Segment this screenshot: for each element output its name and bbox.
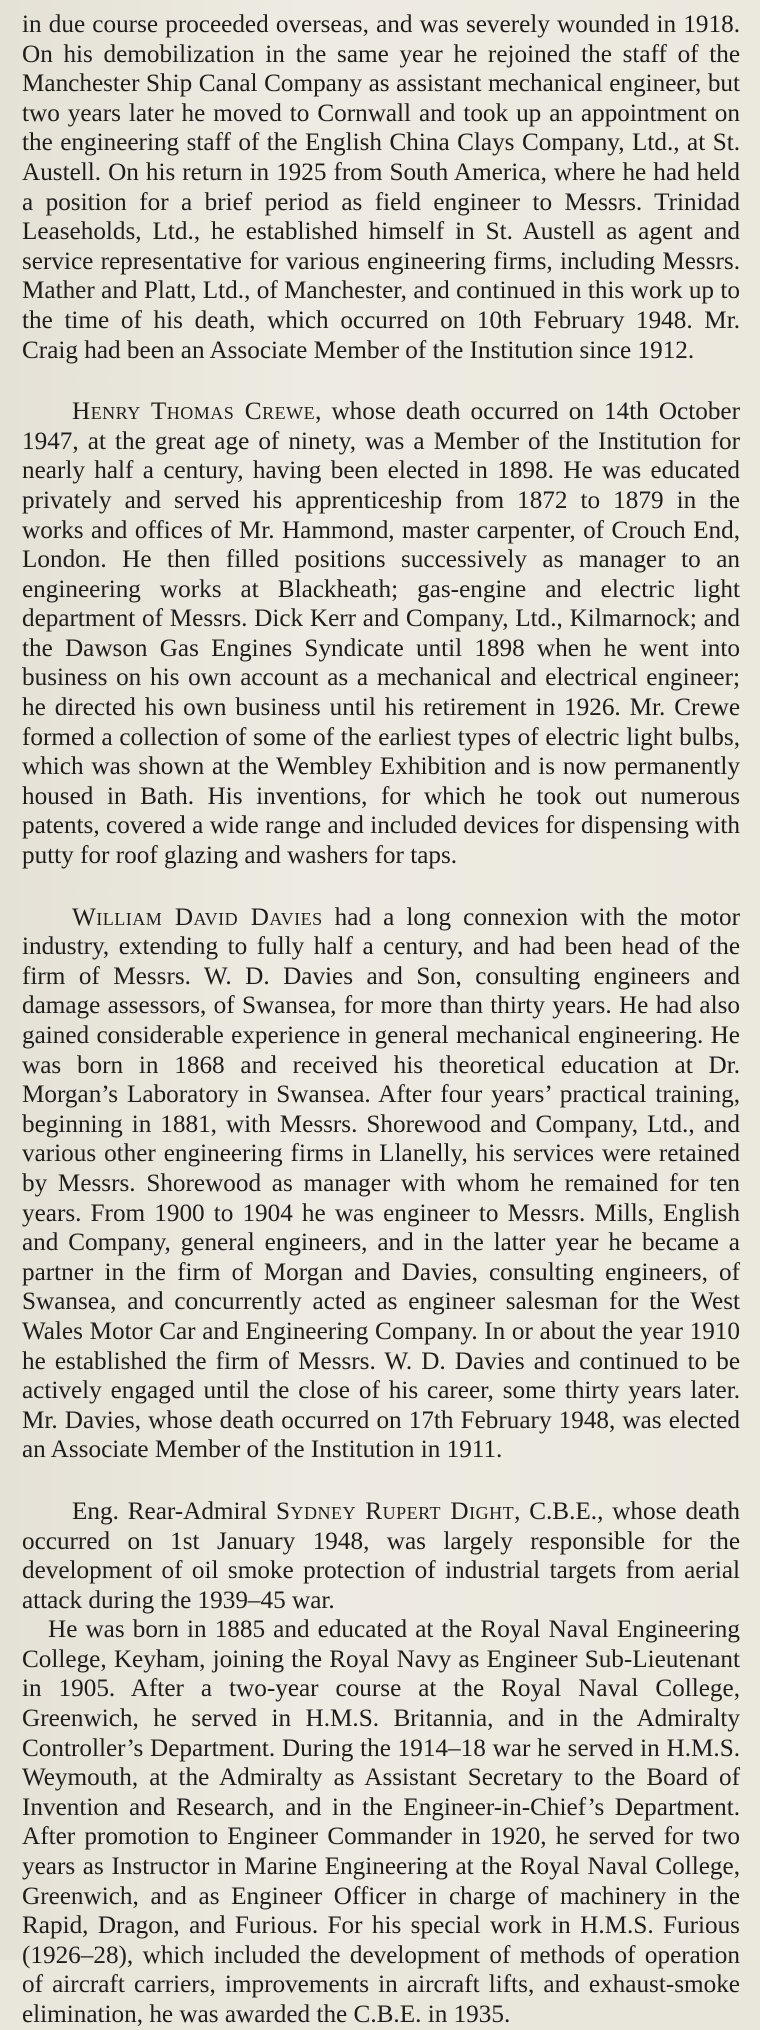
paragraph-text: , C.B.E., whose death occurred on 1st January 1948, was largely responsible for the development of oil smoke protection of industrial targets from aerial attack during the 1939–45 war. <box>22 1497 740 1614</box>
paragraph-text: in due course proceeded overseas, and was severely wounded in 1918. On his demobilization in the same year he rejoined the staff of the Manchester Ship Canal Company as assistant mechanical engineer, but two years later he moved to Cornwall and took up an appointment on the engineering staff of the English China Clays Company, Ltd., at St. Austell. On his return in 1925 from South America, where he had held a position for a brief period as field engineer to Messrs. Trinidad Leaseholds, Ltd., he established himself in St. Austell as agent and service representative for various engineering firms, including Messrs. Mather and Platt, Ltd., of Manchester, and continued in this work up to the time of his death, which occurred on 10th February 1948. Mr. Craig had been an Associate Member of the Institution since 1912. <box>22 11 740 364</box>
obituary-name: William David Davies <box>72 903 323 931</box>
paragraph-text: , whose death occurred on 14th October 1947, at the great age of ninety, was a Member of the Institution for nearly half a century, having been elected in 1898. He was educated privately and served his apprenticeship from 1872 to 1879 in the works and offices of Mr. Hammond, master carpenter, of Crouch End, London. He then filled positions successively as manager to an engineering works at Blackheath; gas-engine and electric light department of Messrs. Dick Kerr and Company, Ltd., Kilmarnock; and the Dawson Gas Engines Syndicate until 1898 when he went into business on his own account as a mechanical and electrical engineer; he directed his own business until his retirement in 1926. Mr. Crewe formed a collection of some of the earliest types of electric light bulbs, which was shown at the Wembley Exhibition and is now permanently housed in Bath. His inventions, for which he took out numerous patents, covered a wide range and included devices for dispensing with putty for roof glazing and washers for taps. <box>22 398 740 870</box>
obituary-paragraph-crewe <box>22 397 740 871</box>
obituary-paragraph-craig-continued <box>22 10 740 365</box>
paragraph-text: He was born in 1885 and educated at the Royal Naval Engineering College, Keyham, joining the Royal Navy as Engineer Sub-Lieutenant in 1905. After a two-year course at the Royal Naval College, Greenwich, he served in H.M.S. Britannia, and in the Admiralty Controller’s Department. During the 1914–18 war he served in H.M.S. Weymouth, at the Admiralty as Assistant Secretary to the Board of Invention and Research, and in the Engineer-in-Chief’s Department. After promotion to Engineer Commander in 1920, he served for two years as Instructor in Marine Engineering at the Royal Naval College, Greenwich, and as Engineer Officer in charge of machinery in the Rapid, Dragon, and Furious. For his special work in H.M.S. Furious (1926–28), which included the development of methods of operation of aircraft carriers, improvements in aircraft lifts, and exhaust-smoke elimination, he was awarded the C.B.E. in 1935. <box>22 1616 740 2028</box>
obituary-paragraph-davies <box>22 903 740 1465</box>
paragraph-text: had a long connexion with the motor industry, extending to fully half a century, and had been head of the firm of Messrs. W. D. Davies and Son, consulting engineers and damage assessors, of Swansea, for more than thirty years. He had also gained considerable experience in general mechanical engineering. He was born in 1868 and received his theoretical education at Dr. Morgan’s Laboratory in Swansea. After four years’ practical training, beginning in 1881, with Messrs. Shorewood and Company, Ltd., and various other engineering firms in Llanelly, his services were retained by Messrs. Shorewood as manager with whom he remained for ten years. From 1900 to 1904 he was engineer to Messrs. Mills, English and Company, general engineers, and in the latter year he became a partner in the firm of Morgan and Davies, consulting engineers, of Swansea, and concurrently acted as engineer salesman for the West Wales Motor Car and Engineering Company. In or about the year 1910 he established the firm of Messrs. W. D. Davies and continued to be actively engaged until the close of his career, some thirty years later. Mr. Davies, whose death occurred on 17th February 1948, was elected an Associate Member of the Institution in 1911. <box>22 903 740 1464</box>
paragraph-gap <box>22 1465 740 1497</box>
obituary-rank: Eng. Rear-Admiral <box>72 1497 276 1525</box>
paragraph-gap <box>22 871 740 903</box>
obituary-name: Sydney Rupert Dight <box>275 1497 515 1525</box>
obituary-name: Henry Thomas Crewe <box>72 398 316 426</box>
obituary-paragraph-dight <box>22 1497 740 1615</box>
paragraph-gap <box>22 365 740 397</box>
obituary-paragraph-dight-career <box>22 1615 740 2029</box>
